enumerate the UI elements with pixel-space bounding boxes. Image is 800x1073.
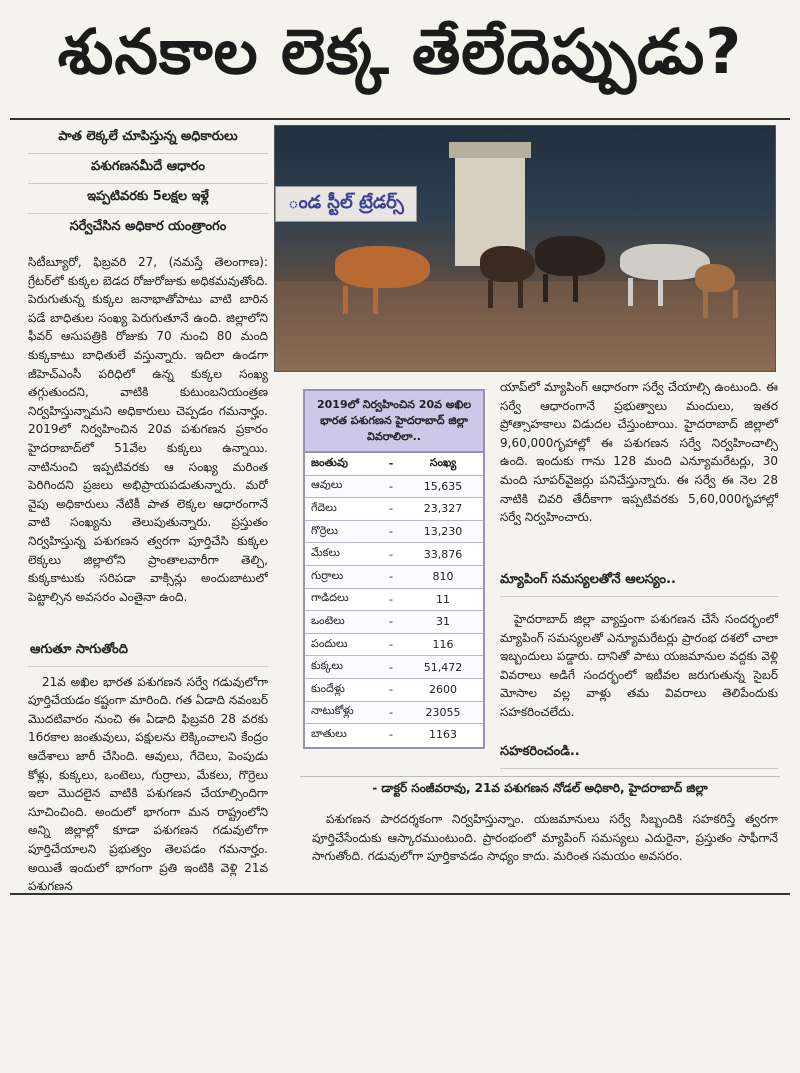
row-dash: -	[389, 660, 393, 674]
table-row	[305, 724, 483, 746]
animal-name: గుర్రాలు	[311, 568, 344, 582]
animal-count: 13,230	[423, 525, 463, 539]
animal-name: బాతులు	[311, 726, 347, 740]
animal-count: 2600	[429, 683, 457, 697]
table-row	[305, 476, 483, 499]
article-paragraph-2: 21వ అఖిల భారత పశుగణన సర్వే గడువులోగా పూర్తిచేయడం కష్టంగా మారింది. గత ఏడాది నవంబర్ మొదటివారం నుంచి ఈ ఏడాది ఫిబ్రవరి 28 వరకు 16రకాల జంతువులు, పక్షులను లెక్కించాలని కేంద్రం ఆదేశాలు జారీ చేసింది. ఆవులు, గేదెలు, పెంపుడు కోళ్లు, కుక్కలు, ఒంటెలు, గుర్రాలు, మేకలు, గొర్రెలు ఇలా మొదలైన వాటికి పశుగణన చేయాల్సిందిగా సూచించింది. అందులో భాగంగా మన రాష్ట్రంలోని అన్ని జిల్లాల్లో కూడా పశుగణన గడువులోగా పూర్తిచేయాలని ప్రభుత్వం తెలపడం గమనార్హం. అయితే ఇందులో భాగంగా ప్రతి ఇంటికి వెళ్లి 21వ పశుగణన	[28, 674, 268, 894]
header-dash: -	[388, 457, 394, 471]
animal-name: మేకలు	[311, 546, 340, 560]
road	[275, 281, 775, 371]
animal-name: గేదెలు	[311, 500, 337, 514]
subhead-1: పాత లెక్కలే చూపిస్తున్న అధికారులు	[28, 124, 268, 154]
subhead-4: సర్వేచేసిన అధికార యంత్రాంగం	[69, 219, 227, 234]
top-rule	[10, 118, 790, 120]
table-row	[305, 521, 483, 544]
row-dash: -	[389, 638, 393, 652]
animal-count: 116	[432, 638, 454, 652]
livestock-census-table	[303, 389, 485, 749]
animal-name: కుందేళ్లు	[311, 681, 345, 695]
article-paragraph-4: హైదరాబాద్ జిల్లా వ్యాప్తంగా పశుగణన చేసే సందర్భంలో మ్యాపింగ్ సమస్యలతో ఎన్యూమరేటర్లు ప్రారంభ దశలో చాలా ఇబ్బందులు పడ్డారు. దానితో పాటు యజమానుల వద్దకు వెళ్లి వివరాలు అడిగే సందర్భంలో ఇటీవల జరుగుతున్న సైబర్ మోసాల వల్ల వాళ్లు తమ వివరాలు తెలిపేందుకు సహకరించలేదు.	[500, 612, 778, 719]
headline: శునకాల లెక్క తేలేదెప్పుడు?	[57, 15, 743, 88]
animal-count: 23,327	[423, 502, 463, 516]
table-row	[305, 498, 483, 521]
animal-name: ఆవులు	[311, 478, 343, 492]
left-column	[28, 253, 268, 1073]
table-row	[305, 634, 483, 657]
subhead-3: ఇప్పటివరకు 5లక్షల ఇళ్లే	[28, 184, 268, 214]
row-dash: -	[389, 615, 393, 629]
section-heading-mapping: మ్యాపింగ్ సమస్యలతోనే ఆలస్యం..	[500, 566, 778, 597]
animal-name: పందులు	[311, 636, 348, 650]
dog-dark-2	[535, 236, 605, 276]
row-dash: -	[389, 570, 393, 584]
animal-name: నాటుకోళ్లు	[311, 704, 354, 718]
row-dash: -	[389, 683, 393, 697]
right-column	[500, 378, 778, 527]
article-paragraph-5: పశుగణన పారదర్శకంగా నిర్వహిస్తున్నాం. యజమానులు సర్వే సిబ్బందికి సహకరిస్తే త్వరగా పూర్తిచేసేందుకు ఆస్కారముంటుంది. ప్రారంభంలో మ్యాపింగ్ సమస్యలు ఎదురైనా, ప్రస్తుతం సాఫీగానే సాగుతోంది. గడువులోగా పూర్తికావడం సాధ్యం కాదు. మరింత సమయం అవసరం.	[312, 812, 778, 864]
table-title: 2019లో నిర్వహించిన 20వ అఖిల భారత పశుగణన హైదరాబాద్ జిల్లా వివరాలిలా..	[305, 391, 483, 453]
animal-count: 11	[436, 592, 450, 606]
animal-count: 31	[436, 615, 450, 629]
row-dash: -	[389, 728, 393, 742]
row-dash: -	[389, 592, 393, 606]
animal-name: కుక్కలు	[311, 659, 344, 673]
stray-dogs-photo	[274, 125, 776, 372]
row-dash: -	[389, 502, 393, 516]
section-heading-cooperate: సహకరించండి..	[500, 738, 778, 769]
dog-small	[695, 264, 735, 292]
table-row	[305, 566, 483, 589]
animal-count: 1163	[429, 728, 457, 742]
animal-name: ఒంటెలు	[311, 613, 345, 627]
table-row	[305, 656, 483, 679]
table-row	[305, 543, 483, 566]
shop-sign: ండ స్టీల్ ట్రేడర్స్	[275, 186, 417, 222]
header-animal: జంతువు	[311, 455, 348, 469]
dog-brown	[335, 246, 430, 288]
table-row	[305, 702, 483, 725]
article-paragraph-3: యాప్‌లో మ్యాపింగ్ ఆధారంగా సర్వే చేయాల్సి ఉంటుంది. ఈ సర్వే ఆధారంగానే ప్రభుత్వాలు మందులు, ఇతర ప్రోత్సాహకాలు విడుదల చేస్తుంటాయి. హైదరాబాద్ జిల్లాలో 9,60,000గృహాల్లో ఈ పశుగణన సర్వే నిర్వహించాల్సి ఉంది. ఇందుకు గాను 128 మంది ఎన్యూమరేటర్లు, 30 మంది సూపర్‌వైజర్లు పనిచేస్తున్నారు. ఈ సర్వే ఈ నెల 28 నాటికి చివరి తేదీకాగా ఇప్పటివరకు 5,60,000గృహాల్లో సర్వే నిర్వహించారు.	[500, 380, 778, 525]
row-dash: -	[389, 479, 393, 493]
animal-count: 15,635	[423, 479, 463, 493]
animal-count: 23055	[425, 705, 461, 719]
subheads	[28, 124, 268, 243]
bottom-rule	[10, 893, 790, 895]
header-count: సంఖ్య	[429, 455, 457, 469]
row-dash: -	[389, 705, 393, 719]
row-dash: -	[389, 547, 393, 561]
animal-count: 810	[432, 570, 454, 584]
table-row	[305, 589, 483, 612]
quote-attribution: - డాక్టర్ సంజీవరావు, 21వ పశుగణన నోడల్ అధికారి, హైదరాబాద్ జిల్లా	[300, 776, 780, 802]
animal-name: గాడిదలు	[311, 591, 349, 605]
table-row	[305, 679, 483, 702]
article-paragraph-1: సిటీబ్యూరో, ఫిబ్రవరి 27, (నమస్తే తెలంగాణ): గ్రేటర్‌లో కుక్కల బెడద రోజురోజుకు అధికమవుతోంది. పెరుగుతున్న కుక్కల జనాభాతోపాటు వాటి బారిన పడే బాధితుల సంఖ్య పెరుగుతూనే ఉంది. జిల్లాలోని ఫీవర్ ఆసుపత్రికి రోజుకు 70 నుంచి 80 మంది కుక్కకాటు బాధితులే వస్తున్నారు. ఇదిలా ఉండగా జీహెచ్ఎంసీ పరిధిలో ఉన్న కుక్కల సంఖ్య తగ్గుతుందని, వాటికి కుటుంబనియంత్రణ నిర్వహిస్తున్నామని అధికారులు చెప్పడం గమనార్హం. 2019లో నిర్వహించిన 20వ పశుగణన ప్రకారం హైదరాబాద్‌లో 51వేల కుక్కలు ఉన్నాయి. నాటినుంచి ఇప్పటివరకు ఆ సంఖ్య మరింత పెరిగిందని ప్రజలు అభిప్రాయపడుతున్నారు. మరో వైపు అధికారులు నేటికీ పాత లెక్కల ఆధారంగానే వాటి సంఖ్యను తెలుపుతున్నారు. ప్రస్తుతం నిర్వహిస్తున్న పశుగణన త్వరగా పూర్తిచేసి కుక్కల లెక్కలు జిల్లాలోని ప్రాంతాలవారీగా తెల్చి, కుక్కకాటుకు సరిపడా వాక్సిన్లు అందుబాటులో పెట్టాల్సిన అవసరం ఎంతైనా ఉంది.	[28, 255, 268, 604]
section-heading-going-on: ఆగుతూ సాగుతోంది	[28, 635, 268, 667]
row-dash: -	[389, 525, 393, 539]
animal-count: 51,472	[423, 660, 463, 674]
animal-count: 33,876	[423, 547, 463, 561]
animal-name: గొర్రెలు	[311, 523, 338, 537]
table-row	[305, 611, 483, 634]
table-header-row	[305, 453, 483, 476]
subhead-2: పశుగణనమీదే ఆధారం	[28, 154, 268, 184]
dog-dark-1	[480, 246, 535, 282]
